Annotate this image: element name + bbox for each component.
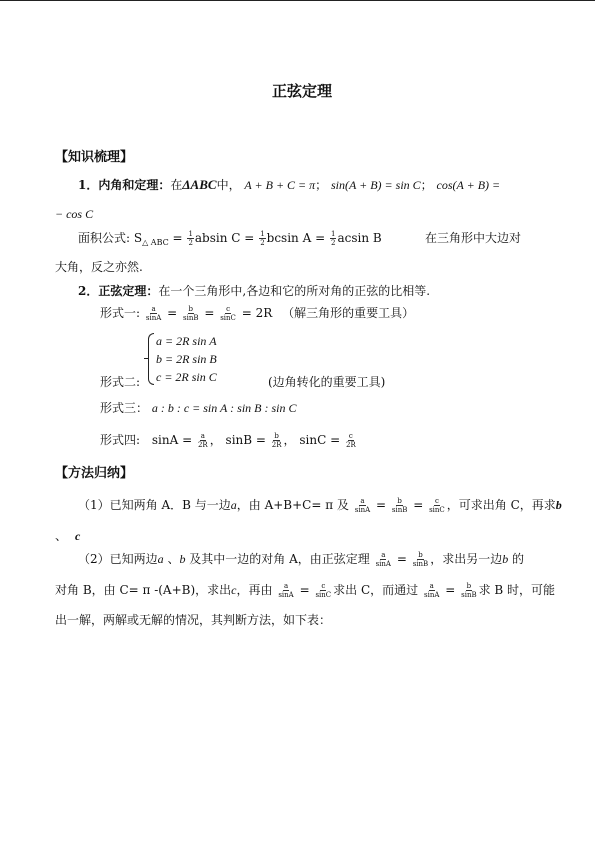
- fraction-a-sinA: [423, 582, 440, 599]
- item2-line: [78, 283, 430, 299]
- form3-ratio-equation: a : b : c = sin A : sin B : sin C: [151, 401, 297, 415]
- denominator: sinC: [429, 506, 445, 514]
- equals-sign: =: [241, 306, 252, 320]
- form4-sinA: sinA =: [151, 433, 193, 447]
- denominator: sinB: [391, 506, 408, 514]
- item2-label: 正弦定理：: [98, 284, 159, 298]
- denominator: sinA: [145, 314, 162, 322]
- cosine-sum-equation: cos(A + B) =: [436, 178, 501, 192]
- method1-line2: [55, 528, 80, 544]
- var-b: b: [555, 498, 562, 512]
- area-term-1: absin C: [194, 231, 241, 245]
- numerator: 1: [260, 230, 265, 238]
- form1-label: 形式一:: [100, 306, 141, 320]
- form2-eq-c: c = 2R sin C: [156, 370, 217, 384]
- section-header-knowledge: 【知识梳理】: [55, 150, 134, 165]
- item1-triangle: ΔABC: [182, 177, 217, 192]
- fraction-c-sinC: [428, 497, 446, 514]
- denominator: 2: [330, 239, 336, 247]
- equals-sign: =: [172, 231, 183, 245]
- area-s-subscript: △ ABC: [142, 238, 169, 247]
- fraction-a-sinA: [354, 497, 371, 514]
- method2-line1: [78, 551, 524, 568]
- denominator: sinB: [183, 314, 199, 322]
- numerator: a: [360, 497, 365, 505]
- equals-sign: =: [315, 231, 326, 245]
- fraction-b-sinB: [182, 305, 199, 322]
- comma: ，: [209, 433, 222, 447]
- method2-line2: [55, 582, 555, 599]
- fraction-a-sinA: [375, 551, 392, 568]
- method2-line3: 出一解，两解或无解的情况，其判断方法，如下表：: [55, 613, 332, 627]
- form2-eq-b: b = 2R sin B: [156, 352, 217, 366]
- item1-sep2: ；: [420, 178, 433, 192]
- enumeration-comma: 、: [55, 529, 68, 543]
- equals-sign: =: [375, 498, 387, 512]
- method2-line2-text-3: 求出 C，而通过: [333, 583, 419, 597]
- method2-text-4: ，求出另一边: [430, 552, 503, 566]
- item1-text-b: 中，: [216, 178, 241, 192]
- numerator: 1: [188, 230, 193, 238]
- numerator: c: [348, 432, 353, 440]
- item2-text: 在一个三角形中,各边和它的所对角的正弦的比相等.: [158, 284, 431, 298]
- form3-line: [100, 400, 297, 416]
- form3-label: 形式三：: [100, 401, 149, 415]
- comma: ，: [283, 433, 296, 447]
- item1-sep1: ；: [315, 178, 328, 192]
- method2-line2-text-4: 求 B 时，可能: [478, 583, 556, 597]
- numerator: c: [434, 497, 439, 505]
- item1-line: [78, 177, 500, 193]
- sine-sum-equation: sin(A + B) = sin C: [331, 178, 421, 192]
- numerator: 1: [330, 230, 336, 238]
- item1-number: 1．: [78, 178, 99, 192]
- area-formula-label: 面积公式:: [78, 231, 134, 245]
- fraction-half-2: [259, 230, 265, 247]
- numerator: a: [283, 582, 289, 590]
- numerator: a: [151, 305, 156, 313]
- area-term-3: acsin B: [337, 231, 382, 245]
- fraction-half-3: [330, 230, 336, 247]
- denominator: sinC: [220, 314, 236, 322]
- denominator: 2: [188, 239, 193, 247]
- fraction-c-sinC: [219, 305, 237, 322]
- item2-number: 2．: [78, 284, 99, 298]
- form2-note: (边角转化的重要工具): [268, 375, 386, 389]
- numerator: b: [274, 432, 279, 440]
- method1-line1: [78, 497, 562, 514]
- denominator: sinA: [354, 506, 371, 514]
- denominator: sinA: [375, 560, 391, 568]
- section-header-methods: 【方法归纳】: [55, 466, 134, 481]
- form1-note: （解三角形的重要工具）: [282, 306, 415, 320]
- equals-sign: =: [445, 583, 456, 597]
- method2-text-3: 及其中一边的对角 A，由正弦定理: [185, 552, 370, 566]
- page-top-rule: [0, 0, 595, 1]
- denominator: 2: [260, 239, 265, 247]
- numerator: a: [381, 551, 386, 559]
- equals-sign: =: [299, 583, 310, 597]
- numerator: a: [200, 432, 205, 440]
- fraction-a-sinA: [277, 582, 294, 599]
- area-note-continuation: 大角，反之亦然.: [55, 260, 143, 274]
- var-b: b: [179, 552, 186, 566]
- area-note: 在三角形中大边对: [425, 231, 522, 245]
- form2-label: 形式二:: [100, 375, 141, 389]
- denominator: 2R: [197, 441, 208, 449]
- method1-text-1: （1）已知两角 A．B 与一边: [78, 498, 231, 512]
- equals-sign: =: [413, 498, 424, 512]
- fraction-b-sinB: [460, 582, 477, 599]
- var-a: a: [157, 552, 164, 566]
- angle-sum-equation: A + B + C = π: [244, 178, 316, 192]
- numerator: b: [466, 582, 472, 590]
- method2-line2-text-1: 对角 B，由 C= π -(A+B)，求出: [55, 583, 232, 597]
- var-c: c: [75, 529, 81, 543]
- method1-text-3: ，可求出角 C，再求: [446, 498, 556, 512]
- denominator: sinC: [315, 591, 332, 599]
- denominator: sinB: [412, 560, 429, 568]
- fraction-b-sinB: [391, 497, 408, 514]
- fraction-a-sinA: [145, 305, 162, 322]
- area-term-2: bcsin A: [266, 231, 312, 245]
- numerator: b: [418, 551, 423, 559]
- equals-sign: =: [244, 231, 255, 245]
- fraction-b-2R: [271, 432, 283, 449]
- fraction-half-1: [187, 230, 193, 247]
- form2-eq-a: a = 2R sin A: [156, 334, 217, 348]
- var-a: a: [230, 498, 237, 512]
- var-c: c: [231, 583, 237, 597]
- item1-text-a: 在: [170, 178, 183, 192]
- denominator: 2R: [271, 441, 282, 449]
- equals-sign: =: [167, 306, 178, 320]
- var-b: b: [502, 552, 509, 566]
- fraction-a-2R: [197, 432, 209, 449]
- fraction-b-sinB: [412, 551, 429, 568]
- cosine-sum-continuation: − cos C: [55, 207, 94, 221]
- equals-sign: =: [204, 306, 215, 320]
- denominator: sinA: [424, 591, 440, 599]
- form4-sinC: sinC =: [299, 433, 341, 447]
- fraction-c-2R: [345, 432, 357, 449]
- denominator: sinB: [461, 591, 477, 599]
- equals-sign: =: [396, 552, 407, 566]
- numerator: b: [188, 305, 193, 313]
- form4-sinB: sinB =: [225, 433, 266, 447]
- method2-text-5: 的: [508, 552, 525, 566]
- denominator: 2R: [345, 441, 356, 449]
- form1-line: [100, 305, 414, 322]
- fraction-c-sinC: [314, 582, 332, 599]
- system-brace: [148, 333, 154, 385]
- numerator: a: [429, 582, 434, 590]
- numerator: c: [226, 305, 231, 313]
- method1-text-2: ，由 A+B+C= π 及: [236, 498, 349, 512]
- form4-label: 形式四:: [100, 433, 141, 447]
- item1-label: 内角和定理：: [98, 178, 171, 192]
- area-formula-line: [78, 230, 382, 251]
- form4-line: [100, 432, 358, 449]
- area-s: S: [133, 231, 143, 245]
- numerator: c: [321, 582, 326, 590]
- method2-text-1: （2）已知两边: [78, 552, 158, 566]
- denominator: sinA: [278, 591, 294, 599]
- method2-text-2: 、: [163, 552, 180, 566]
- numerator: b: [397, 497, 402, 505]
- page-title: 正弦定理: [272, 82, 333, 100]
- form1-2r: 2R: [255, 306, 273, 320]
- method2-line2-text-2: ，再由: [236, 583, 273, 597]
